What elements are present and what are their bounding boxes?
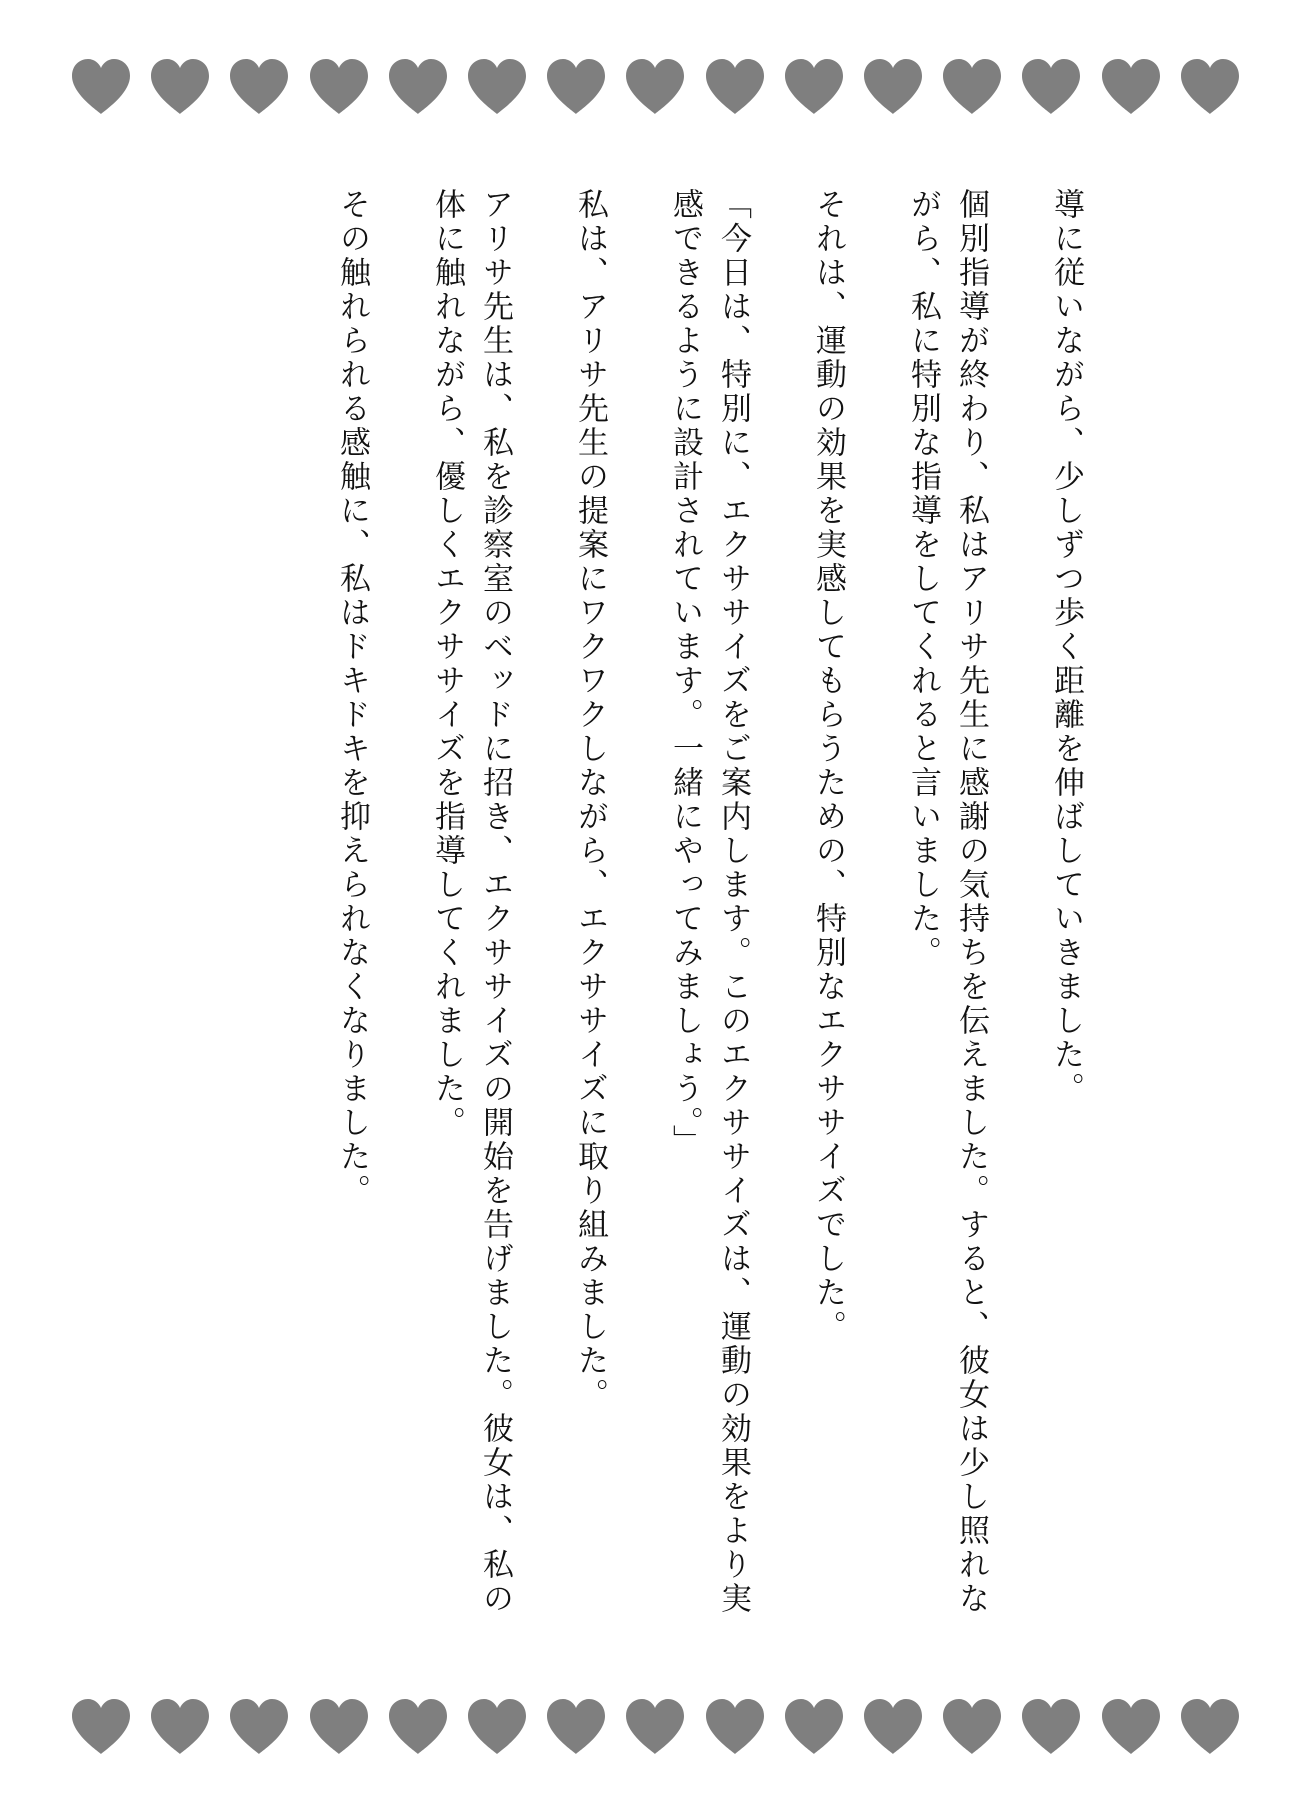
top-heart-border <box>68 52 1243 122</box>
heart-icon <box>543 56 609 118</box>
heart-icon <box>1018 56 1084 118</box>
heart-icon <box>68 56 134 118</box>
heart-icon <box>622 1696 688 1758</box>
heart-icon <box>226 1696 292 1758</box>
heart-icon <box>860 1696 926 1758</box>
paragraph-3: それは、運動の効果を実感してもらうための、特別なエクササイズでした。 <box>810 188 846 1344</box>
heart-icon <box>147 56 213 118</box>
heart-icon <box>1098 1696 1164 1758</box>
heart-icon <box>306 1696 372 1758</box>
heart-icon <box>1018 1696 1084 1758</box>
heart-icon <box>702 1696 768 1758</box>
heart-icon <box>939 1696 1005 1758</box>
heart-icon <box>939 56 1005 118</box>
heart-icon <box>68 1696 134 1758</box>
heart-icon <box>1098 56 1164 118</box>
paragraph-7: その触れられる感触に、私はドキドキを抑えられなくなりました。 <box>334 188 370 1208</box>
bottom-heart-border <box>68 1692 1243 1762</box>
heart-icon <box>306 56 372 118</box>
vertical-text-body <box>200 188 1090 1638</box>
heart-icon <box>147 1696 213 1758</box>
heart-icon <box>622 56 688 118</box>
heart-icon <box>1177 56 1243 118</box>
heart-icon <box>860 56 926 118</box>
paragraph-4: 「今日は、特別に、エクササイズをご案内します。このエクササイズは、運動の効果をより実感できるように設計されています。一緒にやってみましょう。」 <box>667 188 751 1616</box>
heart-icon <box>226 56 292 118</box>
heart-icon <box>543 1696 609 1758</box>
heart-icon <box>781 56 847 118</box>
paragraph-1: 導に従いながら、少しずつ歩く距離を伸ばしていきました。 <box>1048 188 1084 1106</box>
heart-icon <box>385 56 451 118</box>
paragraph-2: 個別指導が終わり、私はアリサ先生に感謝の気持ちを伝えました。すると、彼女は少し照れながら、私に特別な指導をしてくれると言いました。 <box>905 188 989 1616</box>
heart-icon <box>1177 1696 1243 1758</box>
heart-icon <box>464 56 530 118</box>
paragraph-5: 私は、アリサ先生の提案にワクワクしながら、エクササイズに取り組みました。 <box>572 188 608 1412</box>
heart-icon <box>464 1696 530 1758</box>
heart-icon <box>385 1696 451 1758</box>
heart-icon <box>781 1696 847 1758</box>
paragraph-6: アリサ先生は、私を診察室のベッドに招き、エクササイズの開始を告げました。彼女は、私の体に触れながら、優しくエクササイズを指導してくれました。 <box>429 188 513 1616</box>
heart-icon <box>702 56 768 118</box>
